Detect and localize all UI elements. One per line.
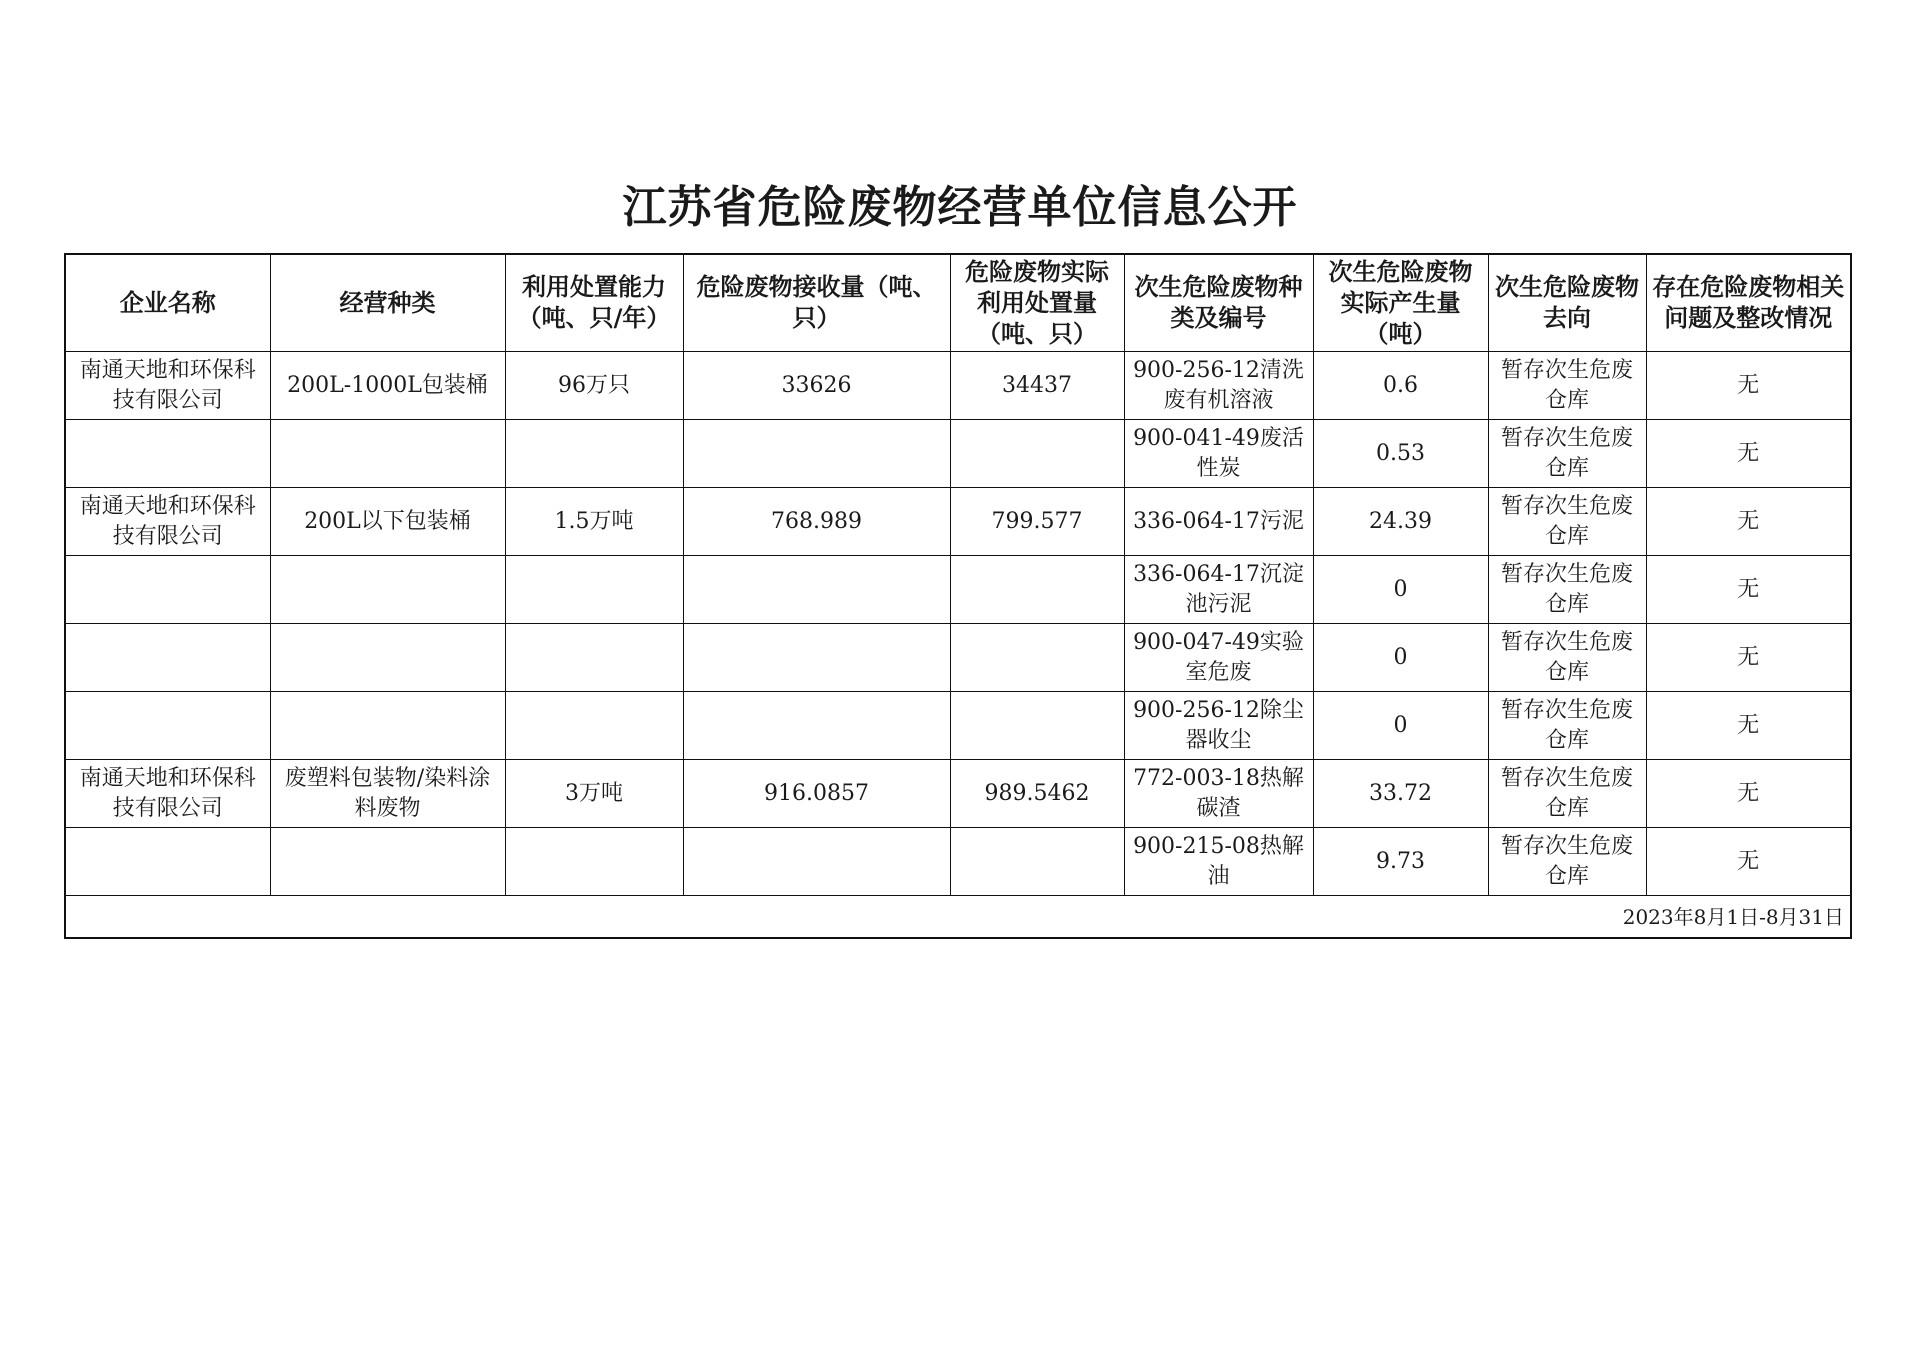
secondary-waste-amount-cell: 0 (1313, 556, 1488, 624)
header-secondary-waste-amount: 次生危险废物实际产生量（吨） (1313, 254, 1488, 352)
header-received-amount: 危险废物接收量（吨、只） (683, 254, 950, 352)
actual-disposal-cell (950, 828, 1124, 896)
business-type-cell (270, 420, 505, 488)
secondary-waste-amount-cell: 0.6 (1313, 352, 1488, 420)
secondary-waste-type-cell: 900-256-12除尘器收尘 (1124, 692, 1313, 760)
header-row (65, 254, 1851, 352)
company-name-cell (65, 692, 270, 760)
header-business-type: 经营种类 (270, 254, 505, 352)
table-row (65, 352, 1851, 420)
business-type-cell: 200L-1000L包装桶 (270, 352, 505, 420)
header-company-name: 企业名称 (65, 254, 270, 352)
capacity-cell: 1.5万吨 (505, 488, 683, 556)
secondary-waste-type-cell: 900-215-08热解油 (1124, 828, 1313, 896)
secondary-waste-destination-cell: 暂存次生危废仓库 (1488, 488, 1646, 556)
secondary-waste-destination-cell: 暂存次生危废仓库 (1488, 556, 1646, 624)
actual-disposal-cell (950, 692, 1124, 760)
secondary-waste-type-cell: 336-064-17污泥 (1124, 488, 1313, 556)
info-disclosure-table (64, 253, 1852, 939)
secondary-waste-destination-cell: 暂存次生危废仓库 (1488, 352, 1646, 420)
business-type-cell: 200L以下包装桶 (270, 488, 505, 556)
table-row (65, 488, 1851, 556)
received-amount-cell (683, 828, 950, 896)
issues-cell: 无 (1646, 828, 1851, 896)
secondary-waste-destination-cell: 暂存次生危废仓库 (1488, 420, 1646, 488)
received-amount-cell (683, 420, 950, 488)
issues-cell: 无 (1646, 488, 1851, 556)
table-row (65, 624, 1851, 692)
secondary-waste-amount-cell: 0.53 (1313, 420, 1488, 488)
secondary-waste-type-cell: 772-003-18热解碳渣 (1124, 760, 1313, 828)
received-amount-cell (683, 556, 950, 624)
header-issues-rectification: 存在危险废物相关问题及整改情况 (1646, 254, 1851, 352)
secondary-waste-amount-cell: 33.72 (1313, 760, 1488, 828)
company-name-cell (65, 828, 270, 896)
received-amount-cell (683, 624, 950, 692)
page-title: 江苏省危险废物经营单位信息公开 (622, 182, 1298, 233)
business-type-cell (270, 828, 505, 896)
actual-disposal-cell (950, 624, 1124, 692)
secondary-waste-destination-cell: 暂存次生危废仓库 (1488, 828, 1646, 896)
company-name-cell (65, 556, 270, 624)
company-name-cell (65, 624, 270, 692)
business-type-cell (270, 692, 505, 760)
secondary-waste-type-cell: 336-064-17沉淀池污泥 (1124, 556, 1313, 624)
actual-disposal-cell: 989.5462 (950, 760, 1124, 828)
issues-cell: 无 (1646, 624, 1851, 692)
issues-cell: 无 (1646, 760, 1851, 828)
secondary-waste-destination-cell: 暂存次生危废仓库 (1488, 624, 1646, 692)
received-amount-cell: 768.989 (683, 488, 950, 556)
header-actual-disposal: 危险废物实际利用处置量（吨、只） (950, 254, 1124, 352)
header-secondary-waste-destination: 次生危险废物去向 (1488, 254, 1646, 352)
issues-cell: 无 (1646, 420, 1851, 488)
issues-cell: 无 (1646, 556, 1851, 624)
actual-disposal-cell: 34437 (950, 352, 1124, 420)
capacity-cell (505, 692, 683, 760)
capacity-cell (505, 828, 683, 896)
reporting-period: 2023年8月1日-8月31日 (65, 896, 1851, 939)
capacity-cell (505, 556, 683, 624)
table-row (65, 692, 1851, 760)
table-row (65, 828, 1851, 896)
business-type-cell: 废塑料包装物/染料涂料废物 (270, 760, 505, 828)
actual-disposal-cell (950, 556, 1124, 624)
capacity-cell (505, 624, 683, 692)
table-row (65, 760, 1851, 828)
secondary-waste-destination-cell: 暂存次生危废仓库 (1488, 760, 1646, 828)
table-row (65, 420, 1851, 488)
header-capacity: 利用处置能力（吨、只/年） (505, 254, 683, 352)
capacity-cell: 96万只 (505, 352, 683, 420)
secondary-waste-type-cell: 900-256-12清洗废有机溶液 (1124, 352, 1313, 420)
secondary-waste-type-cell: 900-047-49实验室危废 (1124, 624, 1313, 692)
actual-disposal-cell (950, 420, 1124, 488)
footer-row (65, 896, 1851, 939)
capacity-cell (505, 420, 683, 488)
secondary-waste-destination-cell: 暂存次生危废仓库 (1488, 692, 1646, 760)
received-amount-cell (683, 692, 950, 760)
secondary-waste-amount-cell: 24.39 (1313, 488, 1488, 556)
header-secondary-waste-type: 次生危险废物种类及编号 (1124, 254, 1313, 352)
capacity-cell: 3万吨 (505, 760, 683, 828)
secondary-waste-type-cell: 900-041-49废活性炭 (1124, 420, 1313, 488)
secondary-waste-amount-cell: 0 (1313, 624, 1488, 692)
business-type-cell (270, 556, 505, 624)
actual-disposal-cell: 799.577 (950, 488, 1124, 556)
secondary-waste-amount-cell: 0 (1313, 692, 1488, 760)
issues-cell: 无 (1646, 352, 1851, 420)
received-amount-cell: 916.0857 (683, 760, 950, 828)
secondary-waste-amount-cell: 9.73 (1313, 828, 1488, 896)
issues-cell: 无 (1646, 692, 1851, 760)
company-name-cell: 南通天地和环保科技有限公司 (65, 488, 270, 556)
company-name-cell: 南通天地和环保科技有限公司 (65, 760, 270, 828)
table-row (65, 556, 1851, 624)
business-type-cell (270, 624, 505, 692)
company-name-cell (65, 420, 270, 488)
received-amount-cell: 33626 (683, 352, 950, 420)
company-name-cell: 南通天地和环保科技有限公司 (65, 352, 270, 420)
